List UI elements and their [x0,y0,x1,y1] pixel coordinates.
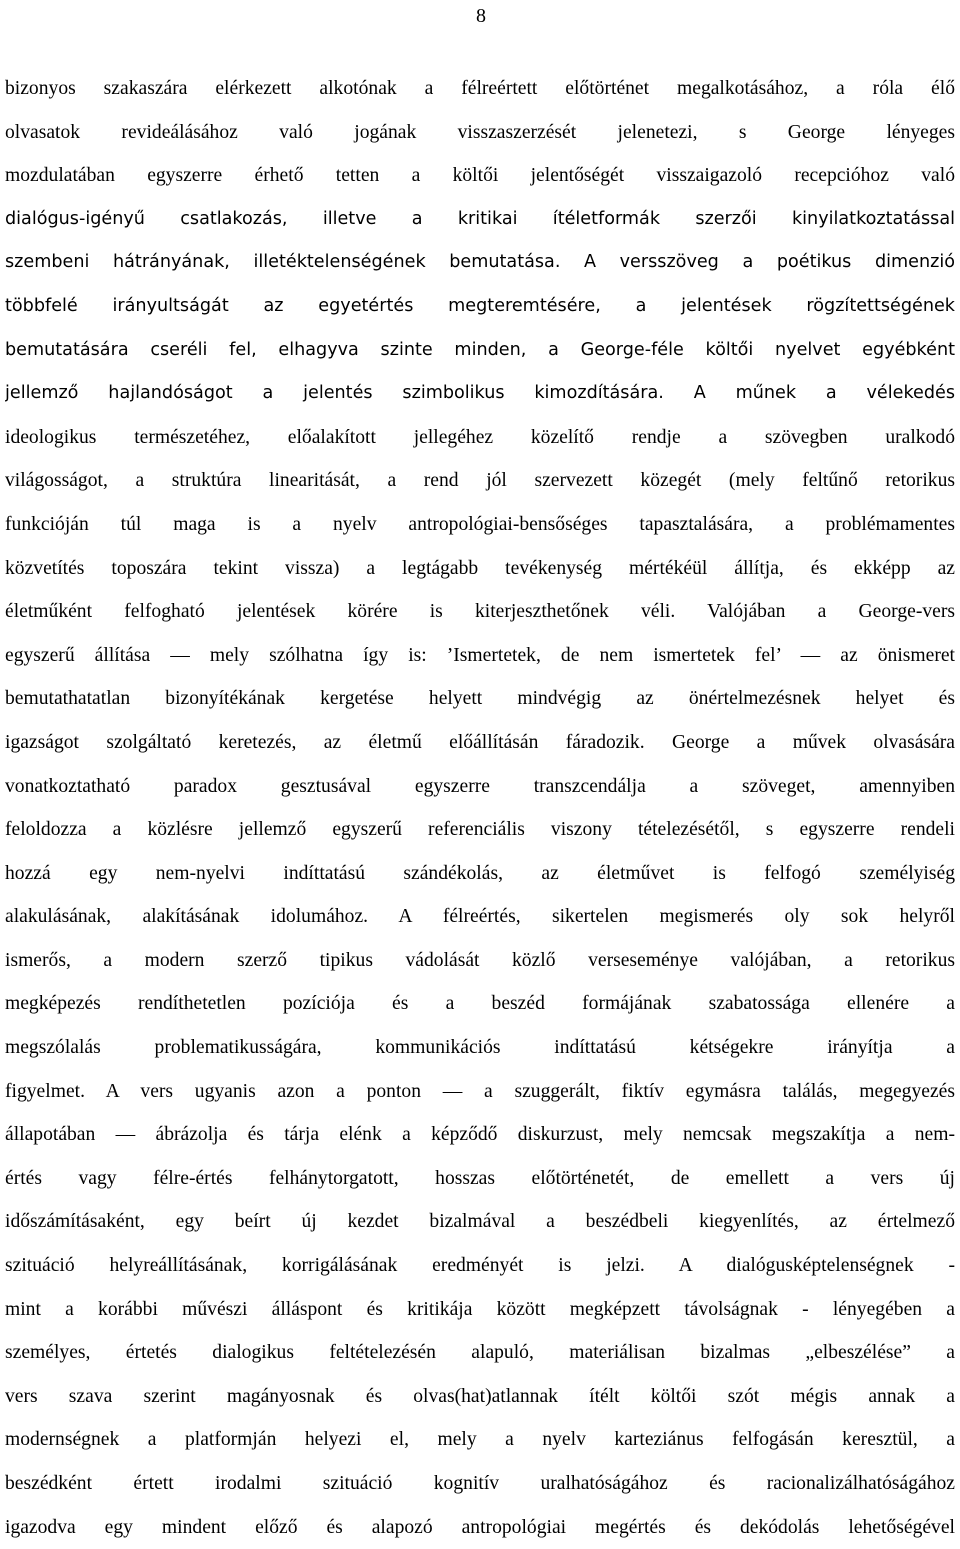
text-line: jellemző hajlandóságot a jelentés szimbolikus kimozdítására. A műnek a vélekedés [5,383,955,404]
text-line: funkcióján túl maga is a nyelv antropológiai-bensőséges tapasztalására, a problémamentes [5,513,955,535]
text-line: igazodva egy mindent előző és alapozó antropológiai megértés és dekódolás lehetőségével [5,1516,955,1538]
text-line: állapotában ― ábrázolja és tárja elénk a képződő diskurzust, mely nemcsak megszakítja a nem- [5,1124,955,1146]
text-line: dialógus-igényű csatlakozás, illetve a kritikai ítéletformák szerzői kinyilatkoztatással [5,208,955,229]
body-text [5,67,955,1549]
text-line: értés vagy félre-értés felhánytorgatott, hosszas előtörténetét, de emellett a vers új [5,1167,955,1189]
text-line: közvetítés toposzára tekint vissza) a legtágabb tevékenység mértékéül állítja, és ekképp az [5,557,955,579]
text-line: mozdulatában egyszerre érhető tetten a költői jelentőségét visszaigazoló recepcióhoz való [5,165,955,187]
text-line: olvasatok revideálásához való jogának visszaszerzését jelenetezi, s George lényeges [5,121,955,143]
text-line: beszédként értett irodalmi szituáció kognitív uralhatóságához és racionalizálhatóságához [5,1473,955,1494]
text-line: vers szava szerint magányosnak és olvas(hat)atlannak ítélt költői szót mégis annak a [5,1385,955,1407]
page-number: 8 [476,5,486,27]
text-line: világosságot, a struktúra linearitását, a rend jól szervezett közegét (mely feltűnő retorikus [5,470,955,492]
text-line: egyszerű állítása ― mely szólhatna így is: ’Ismertetek, de nem ismertetek fel’ ― az önismeret [5,644,955,666]
text-line: figyelmet. A vers ugyanis azon a ponton ― a szuggerált, fiktív egymásra találás, megegyezés [5,1080,955,1102]
text-line: szembeni hátrányának, illetéktelenségének bemutatása. A versszöveg a poétikus dimenzió [5,252,955,273]
text-line: hozzá egy nem-nyelvi indíttatású szándékolás, az életművet is felfogó személyiség [5,862,955,884]
text-line: többfelé irányultságát az egyetértés megteremtésére, a jelentések rögzítettségének [5,295,955,316]
text-line: bizonyos szakaszára elérkezett alkotónak a félreértett előtörténet megalkotásához, a róla élő [5,78,955,99]
text-line: időszámításaként, egy beírt új kezdet bizalmával a beszédbeli kiegyenlítés, az értelmező [5,1211,955,1233]
text-line: alakulásának, alakításának idolumához. A félreértés, sikertelen megismerés oly sok helyről [5,906,955,928]
text-line: vonatkoztatható paradox gesztusával egyszerre transzcendálja a szöveget, amennyiben [5,775,955,797]
text-line: mint a korábbi művészi álláspont és kritikája között megképzett távolságnak - lényegében a [5,1298,955,1320]
text-line: megképezés rendíthetetlen pozíciója és a beszéd formájának szabatossága ellenére a [5,993,955,1015]
text-line: személyes, értetés dialogikus feltételezésén alapuló, materiálisan bizalmas „elbeszélése” a [5,1342,955,1364]
text-line: megszólalás problematikusságára, kommunikációs indíttatású kétségekre irányítja a [5,1037,955,1059]
text-line: feloldozza a közlésre jellemző egyszerű referenciális viszony tételezésétől, s egyszerre rendeli [5,819,955,841]
text-line: modernségnek a platformján helyezi el, mely a nyelv karteziánus felfogásán keresztül, a [5,1429,955,1451]
text-line: igazságot szolgáltató keretezés, az életmű előállításán fáradozik. George a művek olvasására [5,731,955,753]
text-line: ideologikus természetéhez, előalakított jellegéhez közelítő rendje a szövegben uralkodó [5,426,955,448]
text-line: életműként felfogható jelentések körére is kiterjeszthetőnek véli. Valójában a George-vers [5,601,955,623]
text-line: bemutatására cseréli fel, elhagyva szinte minden, a George-féle költői nyelvet egyébként [5,339,955,360]
text-line: bemutathatatlan bizonyítékának kergetése helyett mindvégig az önértelmezésnek helyet és [5,688,955,710]
text-line: szituáció helyreállításának, korrigálásának eredményét is jelzi. A dialógusképtelenségnek - [5,1255,955,1277]
text-line: ismerős, a modern szerző tipikus vádolását közlő verseseménye valójában, a retorikus [5,949,955,971]
